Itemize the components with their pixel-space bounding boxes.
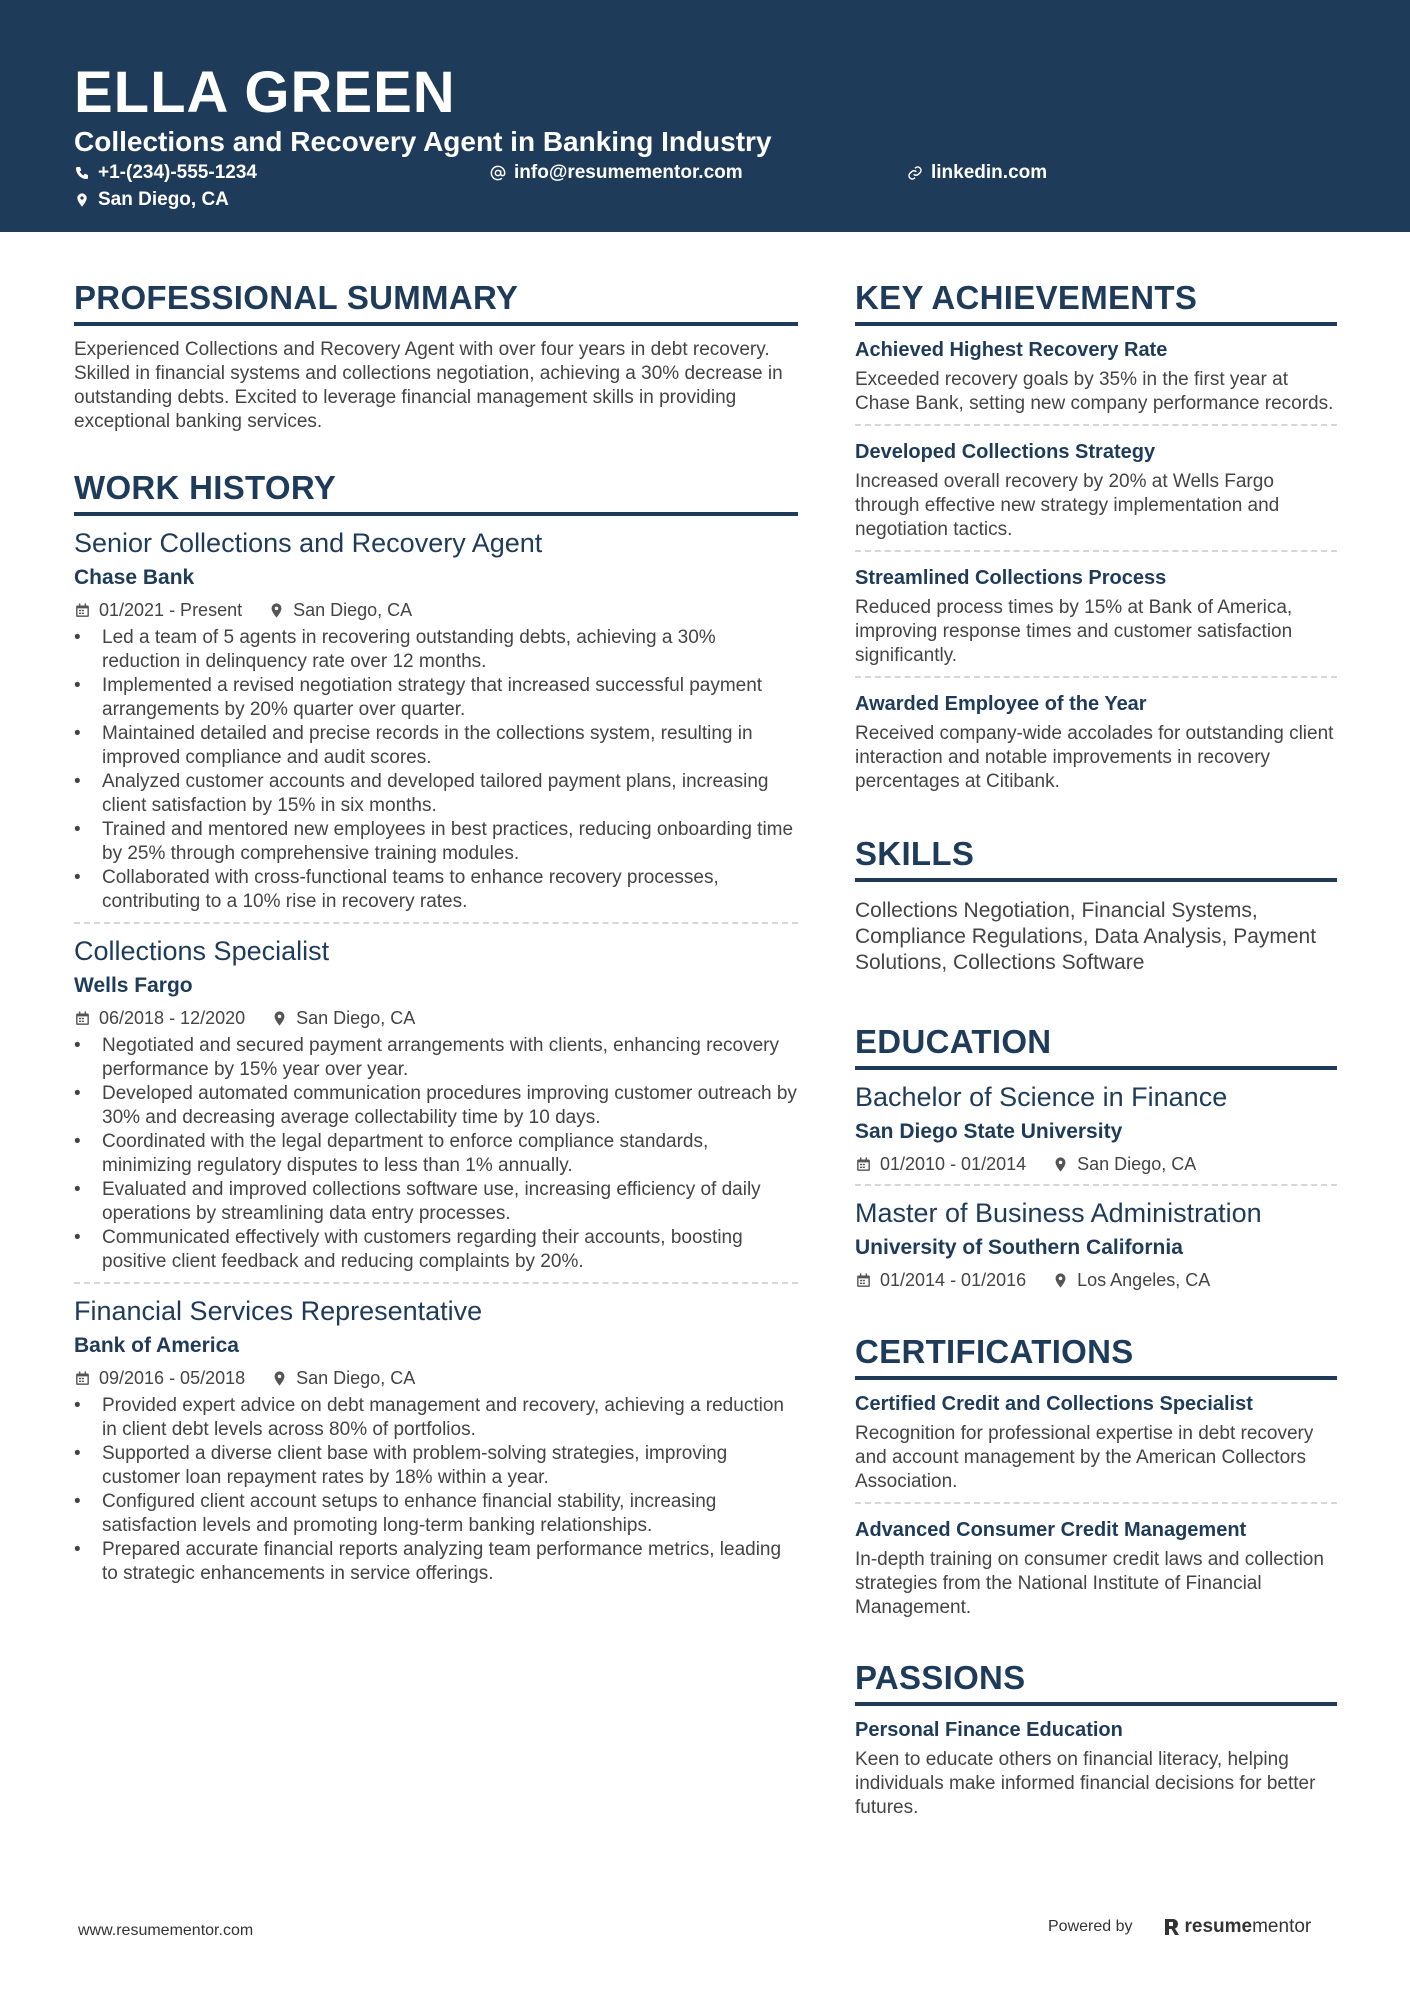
list-item: • Analyzed customer accounts and developed tailored payment plans, increasing client satisfaction by 15% in six months.: [74, 770, 798, 818]
footer-powered: [1048, 1916, 1311, 1938]
job-dates: 06/2018 - 12/2020: [99, 1008, 246, 1028]
phone-icon: [74, 165, 90, 181]
job-location-text: San Diego, CA: [296, 1368, 416, 1388]
certification-text: Recognition for professional expertise in debt recovery and account management by the American Collectors Association.: [855, 1423, 1314, 1492]
certifications-heading: CERTIFICATIONS: [855, 1330, 1337, 1380]
achievement-text: Received company-wide accolades for outstanding client interaction and notable improvements in recovery percentages at Citibank.: [855, 723, 1334, 792]
achievement-title: Streamlined Collections Process: [855, 567, 1167, 589]
achievement-item: [855, 336, 1337, 416]
achievement-text: Reduced process times by 15% at Bank of America, improving response times and customer satisfaction significantly.: [855, 597, 1293, 666]
school-name: University of Southern California: [855, 1236, 1183, 1259]
job-dates: 09/2016 - 05/2018: [99, 1368, 246, 1388]
job-entry: [74, 934, 798, 1274]
header: [0, 0, 1410, 232]
calendar-icon: [855, 1156, 872, 1173]
candidate-title: Collections and Recovery Agent in Banking Industry: [74, 126, 772, 157]
job-entry: [74, 1294, 798, 1586]
education-meta: [855, 1152, 1337, 1176]
list-item: • Communicated effectively with customers regarding their accounts, boosting positive client feedback and reducing complaints by 20%.: [74, 1226, 798, 1274]
achievements-heading: KEY ACHIEVEMENTS: [855, 276, 1337, 326]
list-item: • Supported a diverse client base with problem-solving strategies, improving customer loan repayment rates by 18% within a year.: [74, 1442, 798, 1490]
passion-title: Personal Finance Education: [855, 1719, 1123, 1741]
list-item: • Trained and mentored new employees in best practices, reducing onboarding time by 25% through comprehensive training modules.: [74, 818, 798, 866]
job-title: Collections Specialist: [74, 936, 330, 966]
education-meta: [855, 1268, 1337, 1292]
list-item: • Coordinated with the legal department to enforce compliance standards, minimizing regulatory disputes to less than 1% annually.: [74, 1130, 798, 1178]
resumementor-logo-icon: [1163, 1916, 1181, 1938]
job-location: [271, 1006, 415, 1030]
location-pin-icon: [74, 192, 90, 208]
degree-title: Bachelor of Science in Finance: [855, 1082, 1228, 1112]
location-pin-icon: [1052, 1156, 1069, 1173]
list-item: • Maintained detailed and precise records in the collections system, resulting in improved compliance and audit scores.: [74, 722, 798, 770]
certification-item: [855, 1390, 1337, 1494]
contact-location: [74, 188, 229, 212]
divider: [855, 550, 1337, 552]
left-column: [74, 276, 798, 1586]
at-icon: [490, 165, 506, 181]
divider: [74, 922, 798, 924]
job-bullets: [74, 626, 798, 914]
location-pin-icon: [1052, 1272, 1069, 1289]
job-location-text: San Diego, CA: [296, 1008, 416, 1028]
education-location-text: San Diego, CA: [1077, 1154, 1197, 1174]
job-entry: [74, 526, 798, 914]
job-location: [268, 598, 412, 622]
footer-website[interactable]: www.resumementor.com: [78, 1922, 254, 1939]
phone-text: +1-(234)-555-1234: [98, 162, 257, 183]
summary-text: Experienced Collections and Recovery Agent with over four years in debt recovery. Skilled in financial systems and collections negotiation, achieving a 30% decrease in outstanding debts. Excited to leverage financial management skills in providing exceptional banking services.: [74, 339, 783, 432]
education-item: [855, 1080, 1337, 1176]
certification-text: In-depth training on consumer credit laws and collection strategies from the National Institute of Financial Management.: [855, 1549, 1324, 1618]
candidate-name: ELLA GREEN: [74, 60, 456, 125]
divider: [74, 1282, 798, 1284]
location-pin-icon: [271, 1010, 288, 1027]
list-item: • Configured client account setups to enhance financial stability, increasing satisfaction levels and promoting long-term banking relationships.: [74, 1490, 798, 1538]
achievement-item: [855, 438, 1337, 542]
achievement-text: Exceeded recovery goals by 35% in the first year at Chase Bank, setting new company performance records.: [855, 369, 1334, 414]
brand-logo[interactable]: [1163, 1916, 1312, 1938]
job-meta: [74, 1366, 798, 1390]
skills-heading: SKILLS: [855, 832, 1337, 882]
email-text: info@resumementor.com: [514, 162, 743, 183]
location-text: San Diego, CA: [98, 189, 229, 210]
job-title: Senior Collections and Recovery Agent: [74, 528, 543, 558]
achievement-title: Developed Collections Strategy: [855, 441, 1156, 463]
calendar-icon: [74, 1370, 91, 1387]
education-dates: 01/2010 - 01/2014: [880, 1154, 1027, 1174]
contact-phone[interactable]: [74, 161, 257, 185]
list-item: • Led a team of 5 agents in recovering outstanding debts, achieving a 30% reduction in delinquency rate over 12 months.: [74, 626, 798, 674]
achievement-item: [855, 564, 1337, 668]
achievement-title: Achieved Highest Recovery Rate: [855, 339, 1168, 361]
summary-heading: PROFESSIONAL SUMMARY: [74, 276, 798, 326]
powered-by-label: Powered by: [1048, 1918, 1133, 1935]
contact-linkedin[interactable]: [907, 161, 1047, 185]
list-item: • Provided expert advice on debt management and recovery, achieving a reduction in client debt levels across 80% of portfolios.: [74, 1394, 798, 1442]
list-item: • Prepared accurate financial reports analyzing team performance metrics, leading to strategic enhancements in service offerings.: [74, 1538, 798, 1586]
divider: [855, 1502, 1337, 1504]
education-location-text: Los Angeles, CA: [1077, 1270, 1211, 1290]
education-dates: 01/2014 - 01/2016: [880, 1270, 1027, 1290]
divider: [855, 1184, 1337, 1186]
brand-light: mentor: [1252, 1916, 1312, 1937]
job-company: Wells Fargo: [74, 974, 193, 997]
calendar-icon: [74, 602, 91, 619]
contact-email[interactable]: [490, 161, 743, 185]
passion-item: [855, 1716, 1337, 1820]
passions-heading: PASSIONS: [855, 1656, 1337, 1706]
job-meta: [74, 598, 798, 622]
job-company: Chase Bank: [74, 566, 195, 589]
list-item: • Developed automated communication procedures improving customer outreach by 30% and decreasing average collectability time by 10 days.: [74, 1082, 798, 1130]
location-pin-icon: [268, 602, 285, 619]
linkedin-text: linkedin.com: [931, 162, 1048, 183]
link-icon: [907, 165, 923, 181]
job-title: Financial Services Representative: [74, 1296, 483, 1326]
degree-title: Master of Business Administration: [855, 1198, 1262, 1228]
job-dates: 01/2021 - Present: [99, 600, 243, 620]
job-meta: [74, 1006, 798, 1030]
education-heading: EDUCATION: [855, 1020, 1337, 1070]
education-location: [1052, 1152, 1196, 1176]
education-item: [855, 1196, 1337, 1292]
list-item: • Implemented a revised negotiation strategy that increased successful payment arrangements by 20% quarter over quarter.: [74, 674, 798, 722]
certification-title: Advanced Consumer Credit Management: [855, 1519, 1247, 1541]
skills-text: Collections Negotiation, Financial Systems, Compliance Regulations, Data Analysis, Payment Solutions, Collections Software: [855, 899, 1317, 974]
right-column: [855, 276, 1337, 1820]
list-item: • Evaluated and improved collections software use, increasing efficiency of daily operations by streamlining data entry processes.: [74, 1178, 798, 1226]
job-bullets: [74, 1034, 798, 1274]
list-item: • Collaborated with cross-functional teams to enhance recovery processes, contributing to a 10% rise in recovery rates.: [74, 866, 798, 914]
achievement-item: [855, 690, 1337, 794]
school-name: San Diego State University: [855, 1120, 1123, 1143]
education-location: [1052, 1268, 1210, 1292]
job-location: [271, 1366, 415, 1390]
passion-text: Keen to educate others on financial literacy, helping individuals make informed financial decisions for better futures.: [855, 1749, 1316, 1818]
certification-item: [855, 1516, 1337, 1620]
achievement-title: Awarded Employee of the Year: [855, 693, 1147, 715]
job-company: Bank of America: [74, 1334, 239, 1357]
brand-bold: resume: [1184, 1916, 1253, 1937]
certification-title: Certified Credit and Collections Specialist: [855, 1393, 1253, 1415]
list-item: • Negotiated and secured payment arrangements with clients, enhancing recovery performance by 15% year over year.: [74, 1034, 798, 1082]
job-location-text: San Diego, CA: [293, 600, 413, 620]
location-pin-icon: [271, 1370, 288, 1387]
work-heading: WORK HISTORY: [74, 466, 798, 516]
calendar-icon: [74, 1010, 91, 1027]
divider: [855, 676, 1337, 678]
divider: [855, 424, 1337, 426]
calendar-icon: [855, 1272, 872, 1289]
job-bullets: [74, 1394, 798, 1586]
achievement-text: Increased overall recovery by 20% at Wells Fargo through effective new strategy implementation and negotiation tactics.: [855, 471, 1280, 540]
